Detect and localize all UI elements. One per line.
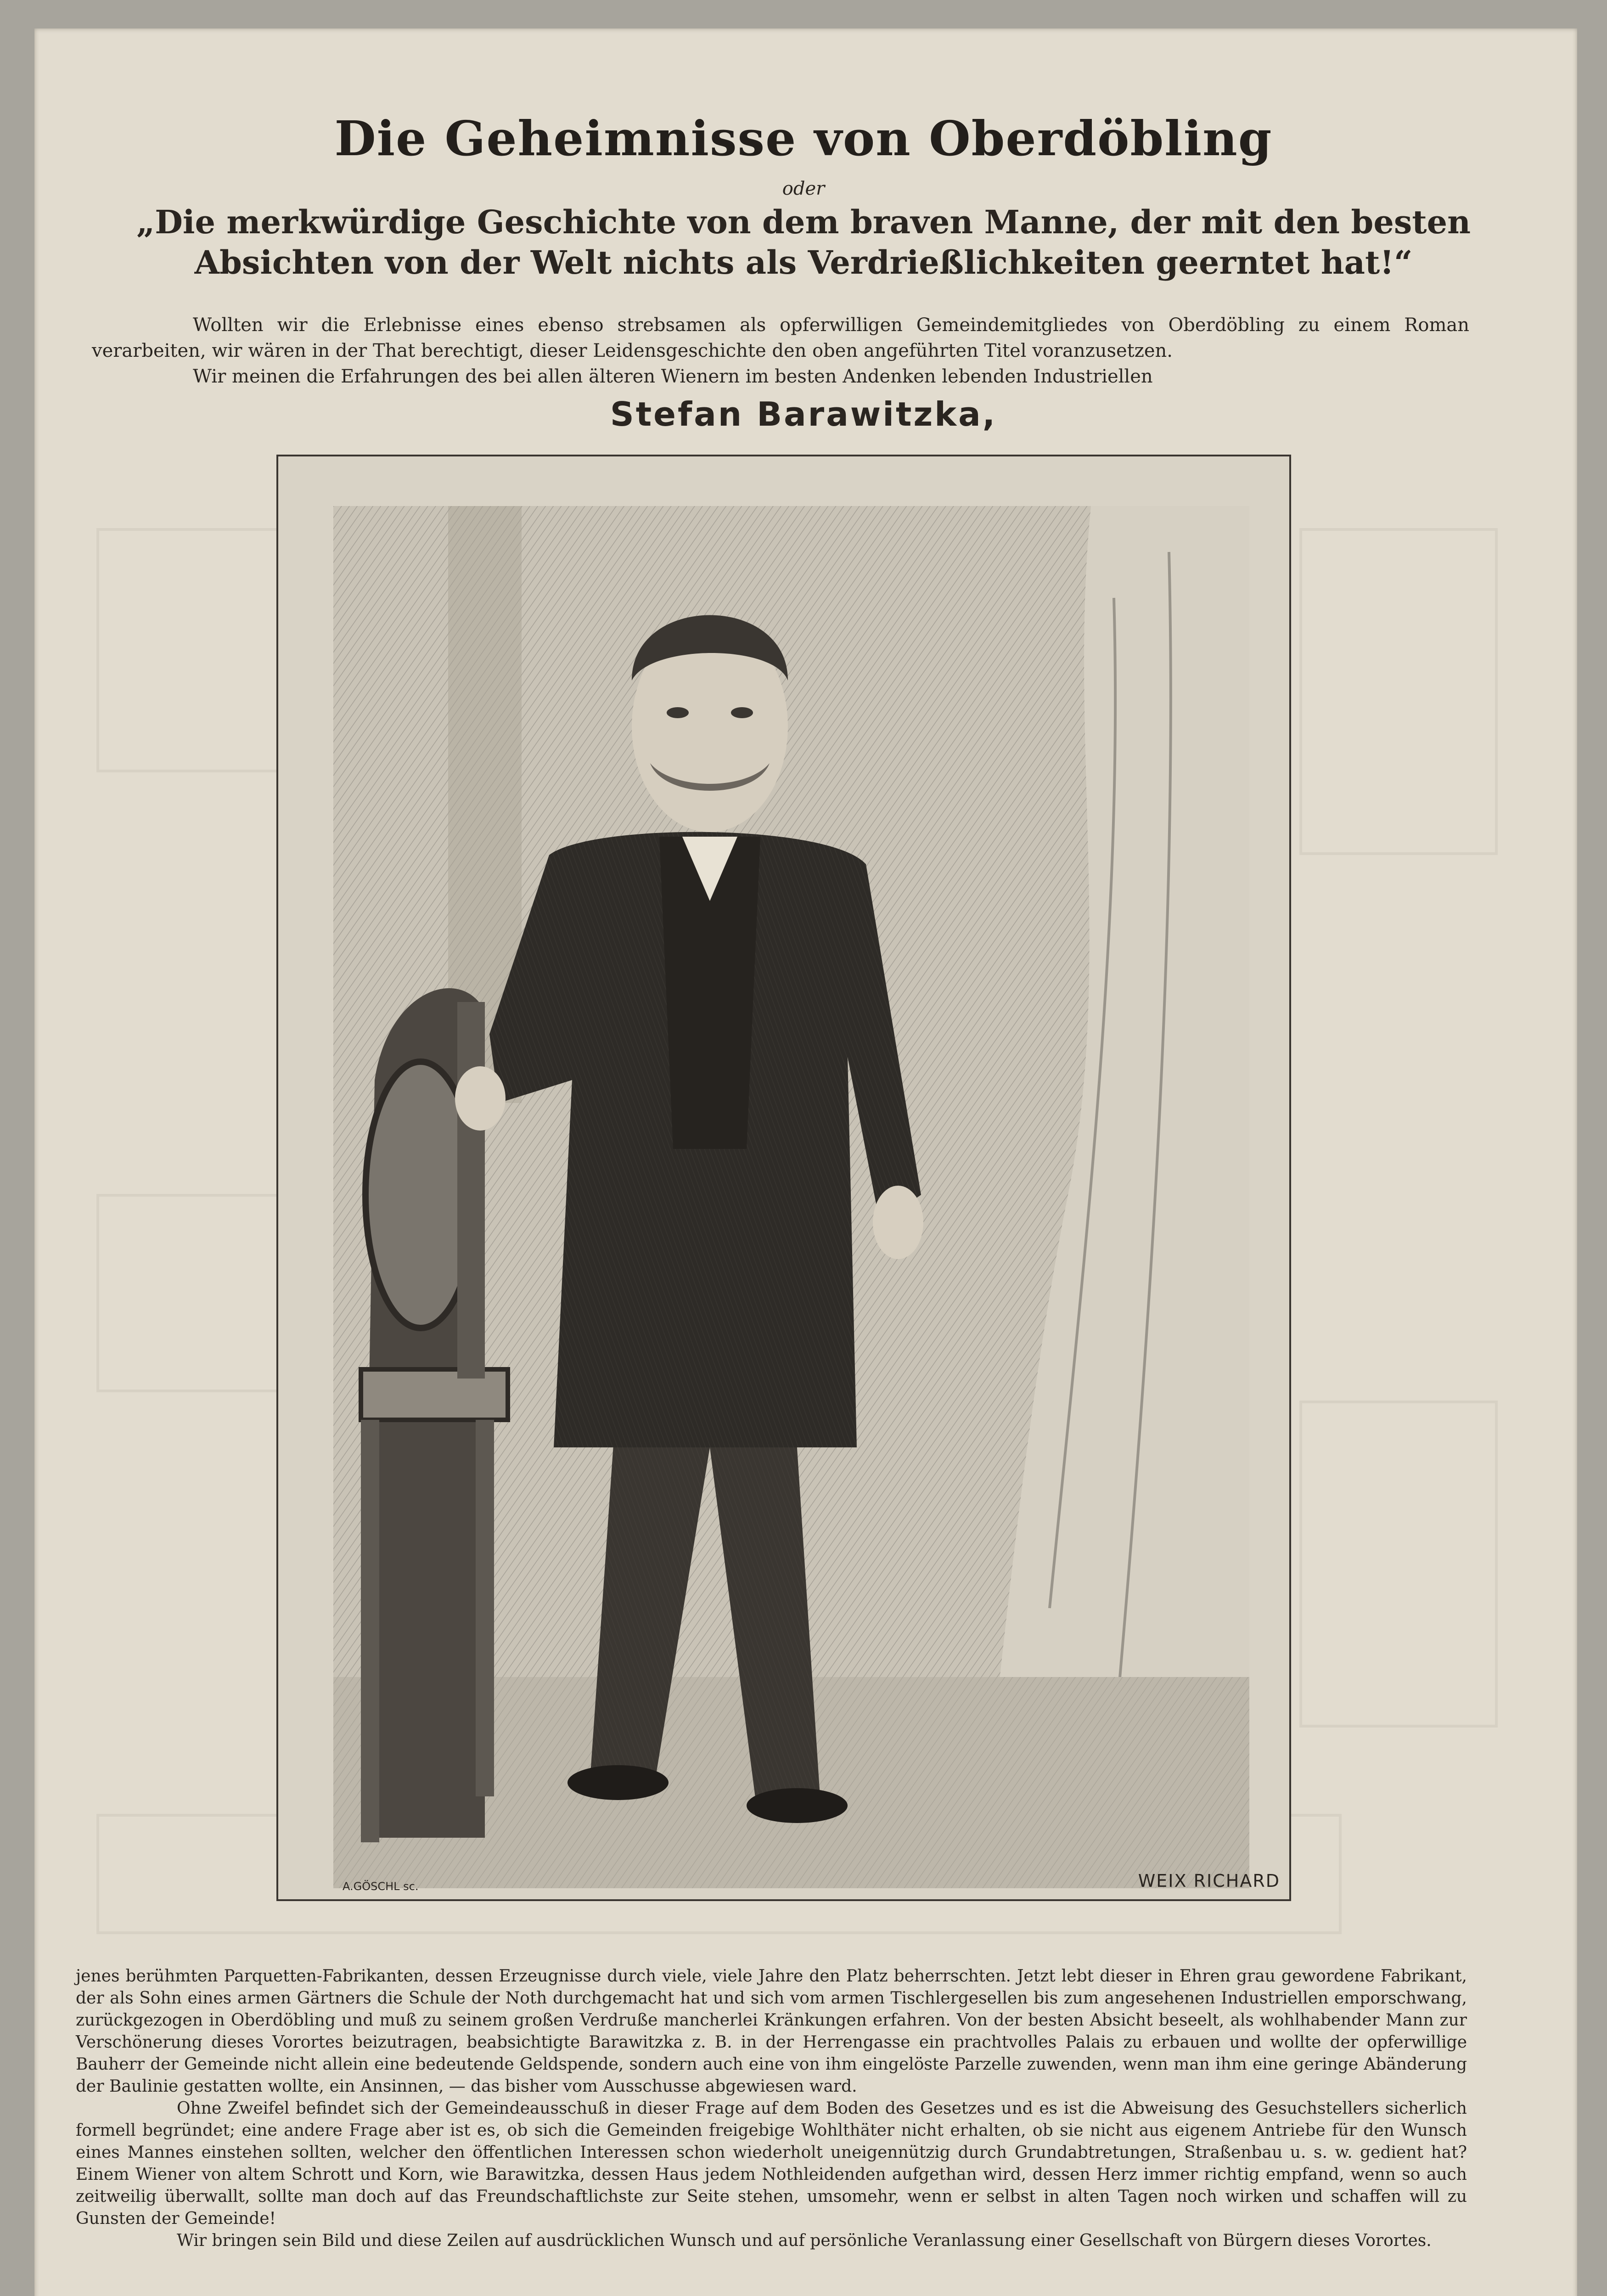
subject-name: Stefan Barawitzka, — [610, 395, 997, 433]
intro-paragraph: Wir meinen die Erfahrungen des bei allen älteren Wienern im besten Andenken lebenden Industriellen — [193, 366, 1153, 387]
portrait-frame — [276, 455, 1291, 1901]
intro-text — [92, 312, 1469, 389]
page-title: Die Geheimnisse von Oberdöbling — [334, 110, 1273, 167]
body-paragraph: jenes berühmten Parquetten-Fabrikanten, dessen Erzeugnisse durch viele, viele Jahre den Platz beherrschten. Jetzt lebt dieser in Ehren grau gewordene Fabrikant, der als Sohn eines armen Gärtners die Schule der Noth durchgemacht hat und sich vom armen Tischlergesellen bis zum angesehenen Industriellen emporschwang, zurückgezogen in Oberdöbling und muß zu seinem großen Verdruße mancherlei Kränkungen erfahren. Von der besten Absicht beseelt, als wohlhabender Mann zur Verschönerung dieses Vorortes beizutragen, beabsichtigte Barawitzka z. B. in der Herrengasse ein prachtvolles Palais zu erbauen und wollte der opferwillige Bauherr der Gemeinde nicht allein eine bedeutende Geldspende, sondern auch eine von ihm eingelöste Parzelle zuwenden, wenn man ihm eine geringe Abänderung der Baulinie gestatten wollte, ein Ansinnen, — das bisher vom Ausschusse abgewiesen ward. — [76, 1967, 1467, 2096]
show-through-block — [1299, 1401, 1498, 1728]
engraver-signature: A.GÖSCHL sc. — [343, 1880, 419, 1893]
artist-signature: WEIX RICHARD — [1138, 1871, 1280, 1891]
subtitle: „Die merkwürdige Geschichte von dem braven Manne, der mit den besten Absichten von der Welt nichts als Verdrießlichkeiten geerntet hat!“ — [136, 203, 1471, 281]
body-paragraph: Wir bringen sein Bild und diese Zeilen auf ausdrücklichen Wunsch und auf persönliche Veranlassung einer Gesellschaft von Bürgern dieses Vorortes. — [177, 2231, 1432, 2250]
body-paragraph: Ohne Zweifel befindet sich der Gemeindeausschuß in dieser Frage auf dem Boden des Gesetzes und es ist die Abweisung des Gesuchstellers sicherlich formell begründet; eine andere Frage aber ist es, ob sich die Gemeinden freigebige Wohlthäter nicht erhalten, ob sie nicht aus eigenem Antriebe für den Wunsch eines Mannes einstehen sollten, welcher den öffentlichen Interessen schon wiederholt uneigennützig durch Grundabtretungen, Straßenbau u. s. w. gedient hat? Einem Wiener von altem Schrott und Korn, wie Barawitzka, dessen Haus jedem Nothleidenden aufgethan wird, dessen Herz immer richtig empfand, wenn so auch zeitweilig überwallt, sollte man doch auf das Freundschaftlichste zur Seite stehen, umsomehr, wenn er selbst in alten Tagen noch wirken und schaffen will zu Gunsten der Gemeinde! — [76, 2099, 1467, 2228]
article-body — [76, 1965, 1467, 2252]
intro-paragraph: Wollten wir die Erlebnisse eines ebenso strebsamen als opferwilligen Gemeindemitgliedes von Oberdöbling zu einem Roman verarbeiten, wir wären in der That berechtigt, dieser Leidensgeschichte den oben angeführten Titel voranzusetzen. — [92, 315, 1469, 361]
portrait-engraving — [333, 506, 1249, 1888]
conjunction-oder: oder — [782, 178, 825, 199]
show-through-block — [1299, 528, 1498, 855]
